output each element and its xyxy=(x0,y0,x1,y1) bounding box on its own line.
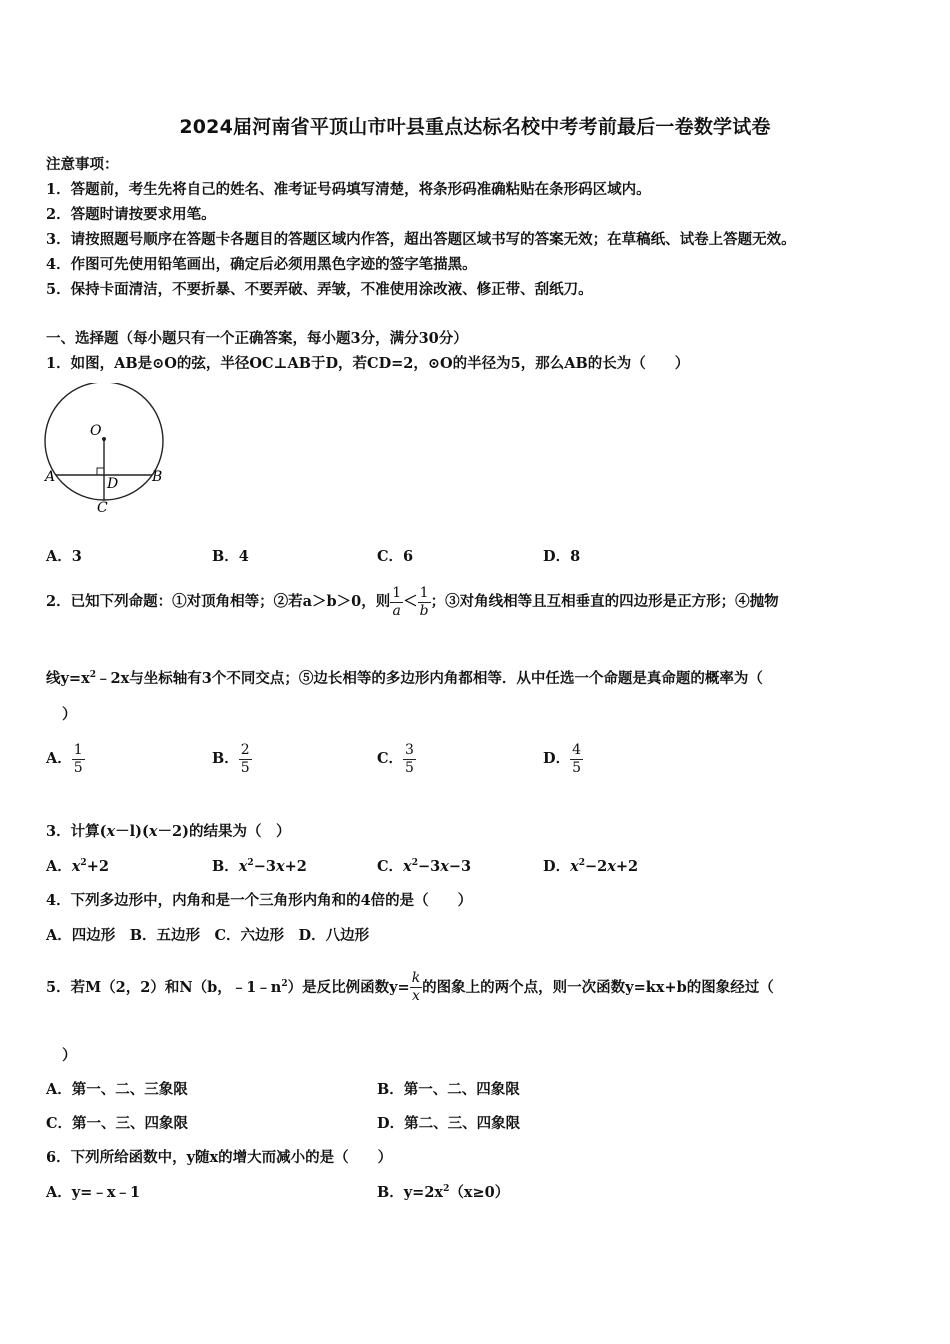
q3-option-b: B．$x^2-3x+2$ xyxy=(212,858,307,875)
q5-option-c: C．第一、三、四象限 xyxy=(46,1115,189,1132)
center-point xyxy=(102,437,106,441)
q1-option-a: A．3 xyxy=(46,548,82,565)
q1-option-c: C．6 xyxy=(377,548,414,565)
q3-option-c: C．$x^2-3x-3$ xyxy=(377,858,472,875)
question-3: 3．计算(x－l)(x－2)的结果为（ ） xyxy=(46,823,291,840)
notice-item: 1．答题前，考生先将自己的姓名、准考证号码填写清楚，将条形码准确粘贴在条形码区域内。 xyxy=(46,181,651,198)
q2-option-b: B． $\frac{2}{5}$ xyxy=(212,741,250,776)
fraction-1-over-a: $\frac{1}{a}$ xyxy=(392,584,402,619)
circle-figure xyxy=(44,383,168,515)
question-4: 4．下列多边形中，内角和是一个三角形内角和的4倍的是（ ） xyxy=(46,892,473,909)
q6-option-b: B．$y=2x^2(x\ge 0)$ xyxy=(377,1184,510,1201)
label-d: D xyxy=(107,476,119,492)
page-title: 2024届河南省平顶山市叶县重点达标名校中考考前最后一卷数学试卷 xyxy=(179,116,771,138)
notice-item: 2．答题时请按要求用笔。 xyxy=(46,206,216,223)
q5-option-d: D．第二、三、四象限 xyxy=(377,1115,521,1132)
question-5-line1: 5．若M（2，2）和N（b，$﹣1﹣n^2$）是反比例函数y= $\frac{k}{x}$ 的图象上的两个点，则一次函数y=kx+b的图象经过（ xyxy=(46,970,774,1005)
question-6: 6．下列所给函数中，y随x的增大而减小的是（ ） xyxy=(46,1149,393,1166)
notice-item: 3．请按照题号顺序在答题卡各题目的答题区域内作答，超出答题区域书写的答案无效；在草稿纸、试卷上答题无效。 xyxy=(46,231,796,248)
question-2-line2: 线$y=x^2﹣2x$与坐标轴有3个不同交点；⑤边长相等的多边形内角都相等．从中任选一个命题是真命题的概率为（ xyxy=(46,670,763,687)
q1-option-d: D．8 xyxy=(543,548,581,565)
q6-option-a: A．y=﹣x﹣1 xyxy=(46,1184,141,1201)
q5-option-b: B．第一、二、四象限 xyxy=(377,1081,520,1098)
label-o: O xyxy=(90,423,102,439)
section-heading: 一、选择题（每小题只有一个正确答案，每小题3分，满分30分） xyxy=(46,330,468,347)
q2-text-part2: ；③对角线相等且互相垂直的四边形是正方形；④抛物 xyxy=(430,593,779,610)
right-angle-mark xyxy=(97,468,104,475)
question-2-line3: ） xyxy=(62,706,77,723)
q2-option-c: C． $\frac{3}{5}$ xyxy=(377,741,414,776)
label-a: A xyxy=(45,469,56,485)
q2-text-part1: 2．已知下列命题：①对顶角相等；②若a＞b＞0，则 xyxy=(46,593,391,610)
q2-option-a: A． $\frac{1}{5}$ xyxy=(46,741,83,776)
notice-item: 4．作图可先使用铅笔画出，确定后必须用黑色字迹的签字笔描黑。 xyxy=(46,256,477,273)
label-b: B xyxy=(152,469,163,485)
q4-options: A．四边形 B．五边形 C．六边形 D．八边形 xyxy=(46,927,370,944)
question-5-line2: ） xyxy=(62,1047,77,1064)
fraction-1-over-b: $\frac{1}{b}$ xyxy=(419,584,429,619)
q3-option-a: A．$x^2+2$ xyxy=(46,858,109,875)
q1-option-b: B．4 xyxy=(212,548,249,565)
q2-option-d: D． $\frac{4}{5}$ xyxy=(543,741,581,776)
question-2-line1 xyxy=(46,580,779,624)
notice-heading: 注意事项： xyxy=(46,156,119,173)
notice-item: 5．保持卡面清洁，不要折暴、不要弄破、弄皱，不准使用涂改液、修正带、刮纸刀。 xyxy=(46,281,593,298)
q5-option-a: A．第一、二、三象限 xyxy=(46,1081,188,1098)
label-c: C xyxy=(97,500,108,515)
question-1: 1．如图，AB是⊙O的弦，半径OC⊥AB于D，若CD=2，⊙O的半径为5，那么AB的长为（ ） xyxy=(46,355,690,372)
q3-option-d: D．$x^2-2x+2$ xyxy=(543,858,639,875)
less-than: ＜ xyxy=(403,593,418,610)
